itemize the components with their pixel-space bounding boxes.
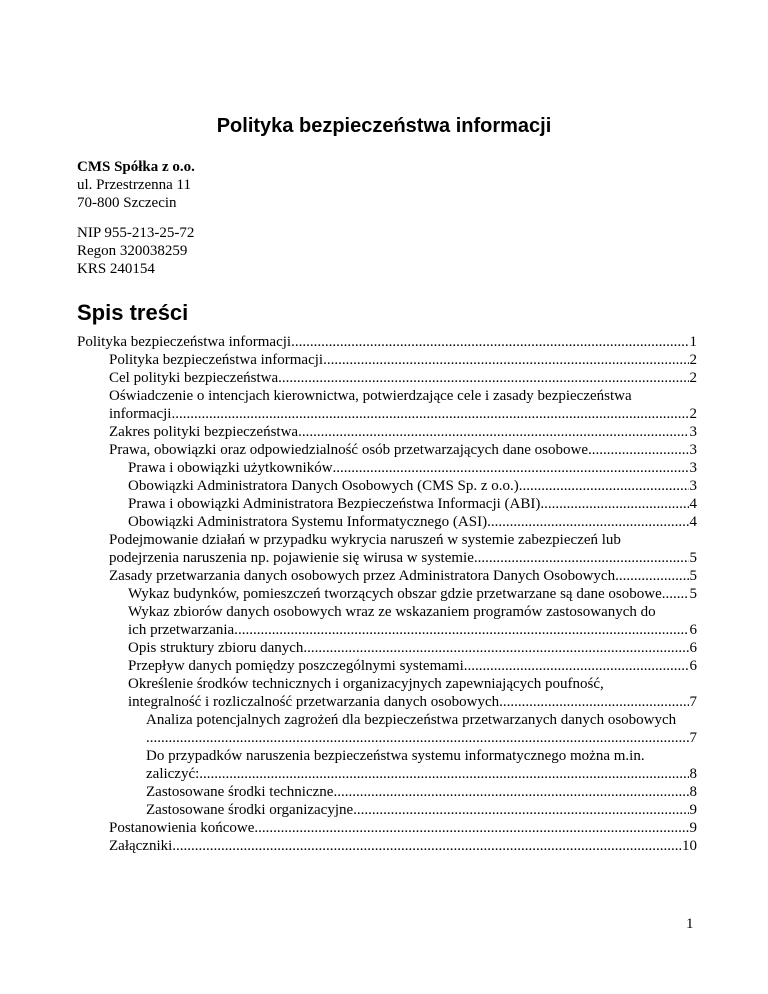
toc-entry[interactable] <box>109 387 697 405</box>
toc-entry[interactable] <box>146 801 697 819</box>
company-address-block <box>77 158 195 212</box>
toc-entry-text: ich przetwarzania. <box>128 622 238 638</box>
toc-entry-page: 5 <box>689 568 697 584</box>
document-title: Polityka bezpieczeństwa informacji <box>216 115 552 137</box>
toc-entry-page: 6 <box>689 658 697 674</box>
toc-entry-page: 5 <box>689 586 697 602</box>
toc-entry-page: 6 <box>689 622 697 638</box>
toc-entry[interactable] <box>128 495 697 513</box>
toc-entry[interactable] <box>109 567 697 585</box>
toc-entry-page: 3 <box>689 478 697 494</box>
toc-entry-text: Cel polityki bezpieczeństwa <box>109 370 279 386</box>
toc-entry-text: Prawa i obowiązki użytkowników <box>128 460 333 476</box>
toc-entry[interactable] <box>128 477 697 495</box>
toc-entry-text: Postanowienia końcowe <box>109 820 255 836</box>
toc-entry-text: informacji. <box>109 406 176 422</box>
toc-entry-text: Przepływ danych pomiędzy poszczególnymi systemami <box>128 658 464 674</box>
toc-entry[interactable] <box>109 531 697 549</box>
toc-entry[interactable] <box>128 459 697 477</box>
toc-entry-text: Zastosowane środki organizacyjne <box>146 802 354 818</box>
toc-entry-text: Opis struktury zbioru danych <box>128 640 304 656</box>
toc-entry-page: 4 <box>689 514 697 530</box>
toc-entry-page: 3 <box>689 460 697 476</box>
toc-heading: Spis treści <box>77 300 189 325</box>
toc-entry-text: Prawa, obowiązki oraz odpowiedzialność osób przetwarzających dane osobowe <box>109 442 588 458</box>
toc-entry-page: 8 <box>689 784 697 800</box>
toc-entry-text: integralność i rozliczalność przetwarzania danych osobowych <box>128 694 500 710</box>
toc-entry-text: Załączniki <box>109 838 173 854</box>
toc-entry[interactable] <box>146 765 697 783</box>
nip-number: NIP 955-213-25-72 <box>77 225 195 241</box>
toc-entry[interactable] <box>128 675 697 693</box>
toc-entry-text: Zakres polityki bezpieczeństwa <box>109 424 299 440</box>
toc-entry-text: Obowiązki Administratora Danych Osobowych (CMS Sp. z o.o.) <box>128 478 519 494</box>
regon-number: Regon 320038259 <box>77 243 188 259</box>
toc-entry-page: 2 <box>689 370 697 386</box>
toc-entry-page: 3 <box>689 442 697 458</box>
toc-entry[interactable] <box>109 423 697 441</box>
toc-entry-page: 7 <box>689 730 697 746</box>
toc-entry-text: podejrzenia naruszenia np. pojawienie się wirusa w systemie. <box>109 550 478 566</box>
company-identifiers <box>77 224 194 278</box>
toc-entry[interactable] <box>109 819 697 837</box>
toc-entry[interactable] <box>109 549 697 567</box>
toc-entry-text: Zasady przetwarzania danych osobowych przez Administratora Danych Osobowych. <box>109 568 619 584</box>
toc-entry-page: 10 <box>682 838 697 854</box>
toc-entry-page: 7 <box>689 694 697 710</box>
toc-entry[interactable] <box>109 441 697 459</box>
page-number: 1 <box>686 916 694 932</box>
toc-entry[interactable] <box>128 693 697 711</box>
toc-entry-page: 9 <box>689 802 697 818</box>
toc-entry-page: 8 <box>689 766 697 782</box>
toc-entry-page: 4 <box>689 496 697 512</box>
toc-entry-page: 2 <box>689 352 697 368</box>
toc-entry[interactable] <box>146 729 697 747</box>
toc-entry[interactable] <box>128 603 697 621</box>
company-street: ul. Przestrzenna 11 <box>77 177 191 193</box>
toc-entry[interactable] <box>146 747 697 765</box>
company-name: CMS Spółka z o.o. <box>77 159 195 175</box>
toc-entry-page: 3 <box>689 424 697 440</box>
toc-entry-text: Prawa i obowiązki Administratora Bezpieczeństwa Informacji (ABI) <box>128 496 541 512</box>
toc-entry-text: Określenie środków technicznych i organizacyjnych zapewniających poufność, <box>128 676 604 692</box>
toc-entry-page: 9 <box>689 820 697 836</box>
toc-entry-text: Zastosowane środki techniczne <box>146 784 334 800</box>
toc-entry-text: Do przypadków naruszenia bezpieczeństwa systemu informatycznego można m.in. <box>146 748 645 764</box>
toc-entry-text: Polityka bezpieczeństwa informacji <box>77 334 292 350</box>
toc-entry-page: 2 <box>689 406 697 422</box>
toc-entry[interactable] <box>109 405 697 423</box>
toc-entry[interactable] <box>146 711 697 729</box>
toc-entry[interactable] <box>109 837 697 855</box>
toc-entry-page: 1 <box>689 334 697 350</box>
toc-entry[interactable] <box>128 585 697 603</box>
toc-entry[interactable] <box>128 639 697 657</box>
toc-entry-text: Obowiązki Administratora Systemu Informatycznego (ASI) <box>128 514 488 530</box>
toc-entry-page: 6 <box>689 640 697 656</box>
toc-entry-text: Polityka bezpieczeństwa informacji <box>109 352 324 368</box>
toc-entry[interactable] <box>146 783 697 801</box>
toc-entry-text: Wykaz zbiorów danych osobowych wraz ze wskazaniem programów zastosowanych do <box>128 604 656 620</box>
toc-entry[interactable] <box>109 351 697 369</box>
toc-entry[interactable] <box>128 621 697 639</box>
toc-entry[interactable] <box>128 657 697 675</box>
krs-number: KRS 240154 <box>77 261 155 277</box>
toc-entry-text: Analiza potencjalnych zagrożeń dla bezpieczeństwa przetwarzanych danych osobowych <box>146 712 677 728</box>
toc-entry-text: zaliczyć: <box>146 766 200 782</box>
toc-entry[interactable] <box>109 369 697 387</box>
toc-entry[interactable] <box>128 513 697 531</box>
toc-entry-page: 5 <box>689 550 697 566</box>
toc-entry-text: Podejmowanie działań w przypadku wykrycia naruszeń w systemie zabezpieczeń lub <box>109 532 621 548</box>
toc-entry[interactable] <box>77 333 697 351</box>
toc-entry-text: Wykaz budynków, pomieszczeń tworzących obszar gdzie przetwarzane są dane osobowe. <box>128 586 666 602</box>
company-city: 70-800 Szczecin <box>77 195 177 211</box>
toc-entry-text: Oświadczenie o intencjach kierownictwa, potwierdzające cele i zasady bezpieczeństwa <box>109 388 632 404</box>
